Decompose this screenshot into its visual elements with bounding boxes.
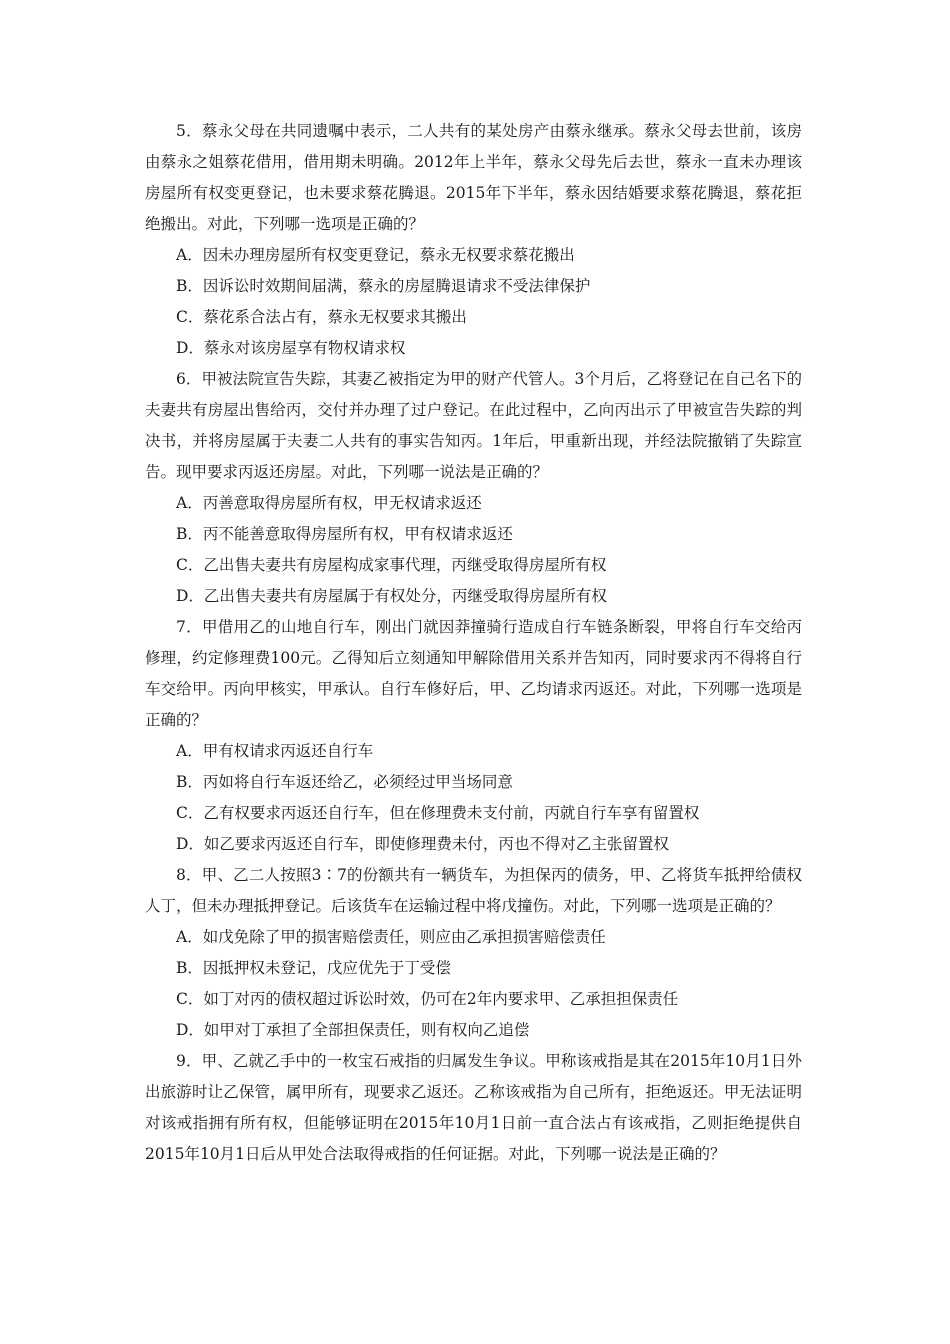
question-5-option-a: A．因未办理房屋所有权变更登记，蔡永无权要求蔡花搬出 bbox=[176, 246, 575, 264]
question-7-option-d: D．如乙要求丙返还自行车，即使修理费未付，丙也不得对乙主张留置权 bbox=[176, 835, 669, 853]
question-7-option-b: B．丙如将自行车返还给乙，必须经过甲当场同意 bbox=[176, 773, 513, 791]
question-5-option-c: C．蔡花系合法占有，蔡永无权要求其搬出 bbox=[176, 308, 467, 326]
question-9-stem: 9．甲、乙就乙手中的一枚宝石戒指的归属发生争议。甲称该戒指是其在2015年10月1日外出旅游时让乙保管，属甲所有，现要求乙返还。乙称该戒指为自己所有，拒绝返还。甲无法证明对该戒指拥有所有权，但能够证明在2015年10月1日前一直合法占有该戒指，乙则拒绝提供自2015年10月1日后从甲处合法取得戒指的任何证据。对此，下列哪一说法是正确的？ bbox=[145, 1052, 802, 1163]
question-7-stem: 7．甲借用乙的山地自行车，刚出门就因莽撞骑行造成自行车链条断裂，甲将自行车交给丙修理，约定修理费100元。乙得知后立刻通知甲解除借用关系并告知丙，同时要求丙不得将自行车交给甲。丙向甲核实，甲承认。自行车修好后，甲、乙均请求丙返还。对此，下列哪一选项是正确的？ bbox=[145, 618, 802, 729]
question-8-option-b: B．因抵押权未登记，戊应优先于丁受偿 bbox=[176, 959, 451, 977]
question-5-stem: 5．蔡永父母在共同遗嘱中表示，二人共有的某处房产由蔡永继承。蔡永父母去世前，该房由蔡永之姐蔡花借用，借用期未明确。2012年上半年，蔡永父母先后去世，蔡永一直未办理该房屋所有权变更登记，也未要求蔡花腾退。2015年下半年，蔡永因结婚要求蔡花腾退，蔡花拒绝搬出。对此，下列哪一选项是正确的？ bbox=[145, 122, 802, 233]
question-6-option-a: A．丙善意取得房屋所有权，甲无权请求返还 bbox=[176, 494, 482, 512]
question-5-option-d: D．蔡永对该房屋享有物权请求权 bbox=[176, 339, 406, 357]
question-8-option-c: C．如丁对丙的债权超过诉讼时效，仍可在2年内要求甲、乙承担担保责任 bbox=[176, 990, 679, 1008]
question-7-option-c: C．乙有权要求丙返还自行车，但在修理费未支付前，丙就自行车享有留置权 bbox=[176, 804, 700, 822]
question-6-stem: 6．甲被法院宣告失踪，其妻乙被指定为甲的财产代管人。3个月后，乙将登记在自己名下的夫妻共有房屋出售给丙，交付并办理了过户登记。在此过程中，乙向丙出示了甲被宣告失踪的判决书，并将房屋属于夫妻二人共有的事实告知丙。1年后，甲重新出现，并经法院撤销了失踪宣告。现甲要求丙返还房屋。对此，下列哪一说法是正确的？ bbox=[145, 370, 802, 481]
question-6-option-d: D．乙出售夫妻共有房屋属于有权处分，丙继受取得房屋所有权 bbox=[176, 587, 607, 605]
question-6-option-b: B．丙不能善意取得房屋所有权，甲有权请求返还 bbox=[176, 525, 513, 543]
question-6-option-c: C．乙出售夫妻共有房屋构成家事代理，丙继受取得房屋所有权 bbox=[176, 556, 607, 574]
question-7-option-a: A．甲有权请求丙返还自行车 bbox=[176, 742, 374, 760]
question-8-option-a: A．如戊免除了甲的损害赔偿责任，则应由乙承担损害赔偿责任 bbox=[176, 928, 606, 946]
question-8-option-d: D．如甲对丁承担了全部担保责任，则有权向乙追偿 bbox=[176, 1021, 530, 1039]
question-8-stem: 8．甲、乙二人按照3∶7的份额共有一辆货车，为担保丙的债务，甲、乙将货车抵押给债权人丁，但未办理抵押登记。后该货车在运输过程中将戊撞伤。对此，下列哪一选项是正确的？ bbox=[145, 866, 802, 915]
question-5-option-b: B．因诉讼时效期间届满，蔡永的房屋腾退请求不受法律保护 bbox=[176, 277, 591, 295]
